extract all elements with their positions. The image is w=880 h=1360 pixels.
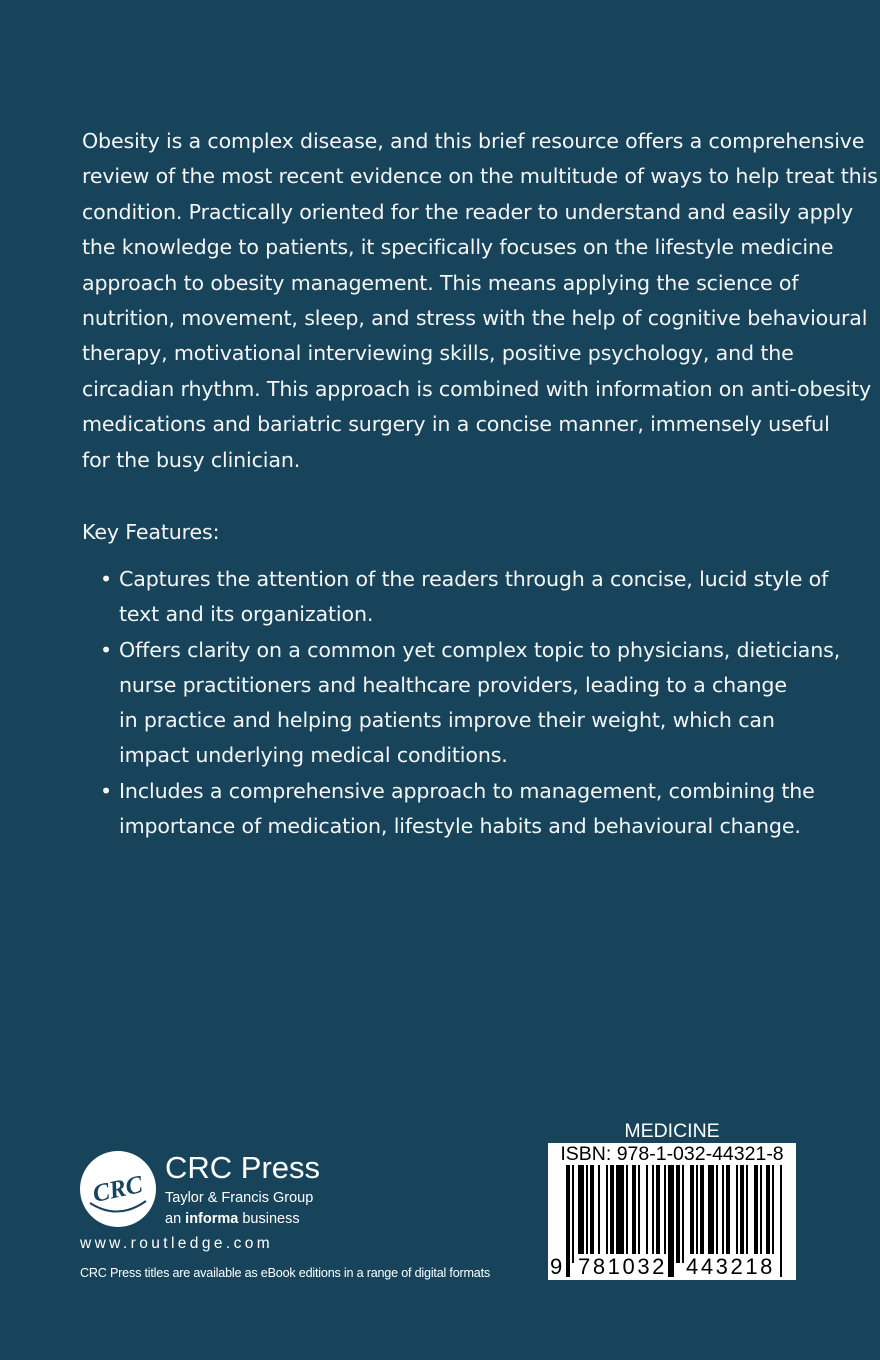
- barcode-digit-first: 9: [550, 1254, 565, 1279]
- isbn-number: ISBN: 978-1-032-44321-8: [560, 1143, 784, 1165]
- description-line: review of the most recent evidence on the multitude of ways to help treat this: [82, 164, 878, 189]
- feature-line: Captures the attention of the readers through a concise, lucid style of: [119, 567, 829, 591]
- bullet-icon: •: [100, 567, 112, 591]
- crc-logo-graphic: [80, 1151, 156, 1227]
- feature-line: Includes a comprehensive approach to management, combining the: [119, 779, 815, 803]
- feature-line: text and its organization.: [119, 602, 374, 626]
- bullet-icon: •: [100, 779, 112, 803]
- feature-line: in practice and helping patients improve their weight, which can: [119, 708, 775, 732]
- crc-press-logo-icon: [80, 1151, 156, 1227]
- informa-suffix: business: [238, 1211, 300, 1227]
- barcode-digits-left: 781032: [578, 1254, 668, 1279]
- feature-line: importance of medication, lifestyle habits and behavioural change.: [119, 814, 801, 838]
- key-feature-item: [100, 562, 829, 632]
- publisher-informa-line: [165, 1209, 300, 1229]
- publisher-website-link[interactable]: www.routledge.com: [80, 1235, 274, 1252]
- isbn-barcode: [548, 1143, 796, 1280]
- informa-word: informa: [185, 1211, 239, 1227]
- barcode-digits: [548, 1254, 796, 1280]
- feature-line: nurse practitioners and healthcare providers, leading to a change: [119, 673, 787, 697]
- bullet-icon: •: [100, 638, 112, 662]
- key-features-list: [100, 562, 841, 845]
- description-line: circadian rhythm. This approach is combined with information on anti-obesity: [82, 376, 872, 401]
- informa-prefix: an: [165, 1211, 186, 1227]
- feature-line: impact underlying medical conditions.: [119, 743, 508, 767]
- publisher-group: Taylor & Francis Group: [165, 1190, 314, 1206]
- description-line: medications and bariatric surgery in a concise manner, immensely useful: [82, 412, 830, 437]
- description-paragraph: [82, 124, 878, 478]
- crc-logo-text: CRC: [90, 1171, 145, 1208]
- barcode-digits-right: 443218: [686, 1254, 776, 1279]
- ebook-availability-note: CRC Press titles are available as eBook editions in a range of digital formats: [80, 1266, 490, 1280]
- description-line: the knowledge to patients, it specifically focuses on the lifestyle medicine: [82, 235, 834, 260]
- subject-category: MEDICINE: [624, 1120, 720, 1142]
- description-line: therapy, motivational interviewing skills, positive psychology, and the: [82, 341, 794, 366]
- feature-line: Offers clarity on a common yet complex topic to physicians, dieticians,: [119, 638, 841, 662]
- description-line: Obesity is a complex disease, and this brief resource offers a comprehensive: [82, 129, 865, 153]
- description-line: condition. Practically oriented for the reader to understand and easily apply: [82, 199, 854, 224]
- key-features-heading: Key Features:: [82, 520, 220, 544]
- description-line: for the busy clinician.: [82, 447, 301, 472]
- description-line: nutrition, movement, sleep, and stress with the help of cognitive behavioural: [82, 306, 868, 331]
- description-line: approach to obesity management. This means applying the science of: [82, 270, 799, 295]
- key-feature-item: [100, 633, 841, 773]
- key-feature-item: [100, 774, 820, 844]
- publisher-name: CRC Press: [165, 1150, 321, 1185]
